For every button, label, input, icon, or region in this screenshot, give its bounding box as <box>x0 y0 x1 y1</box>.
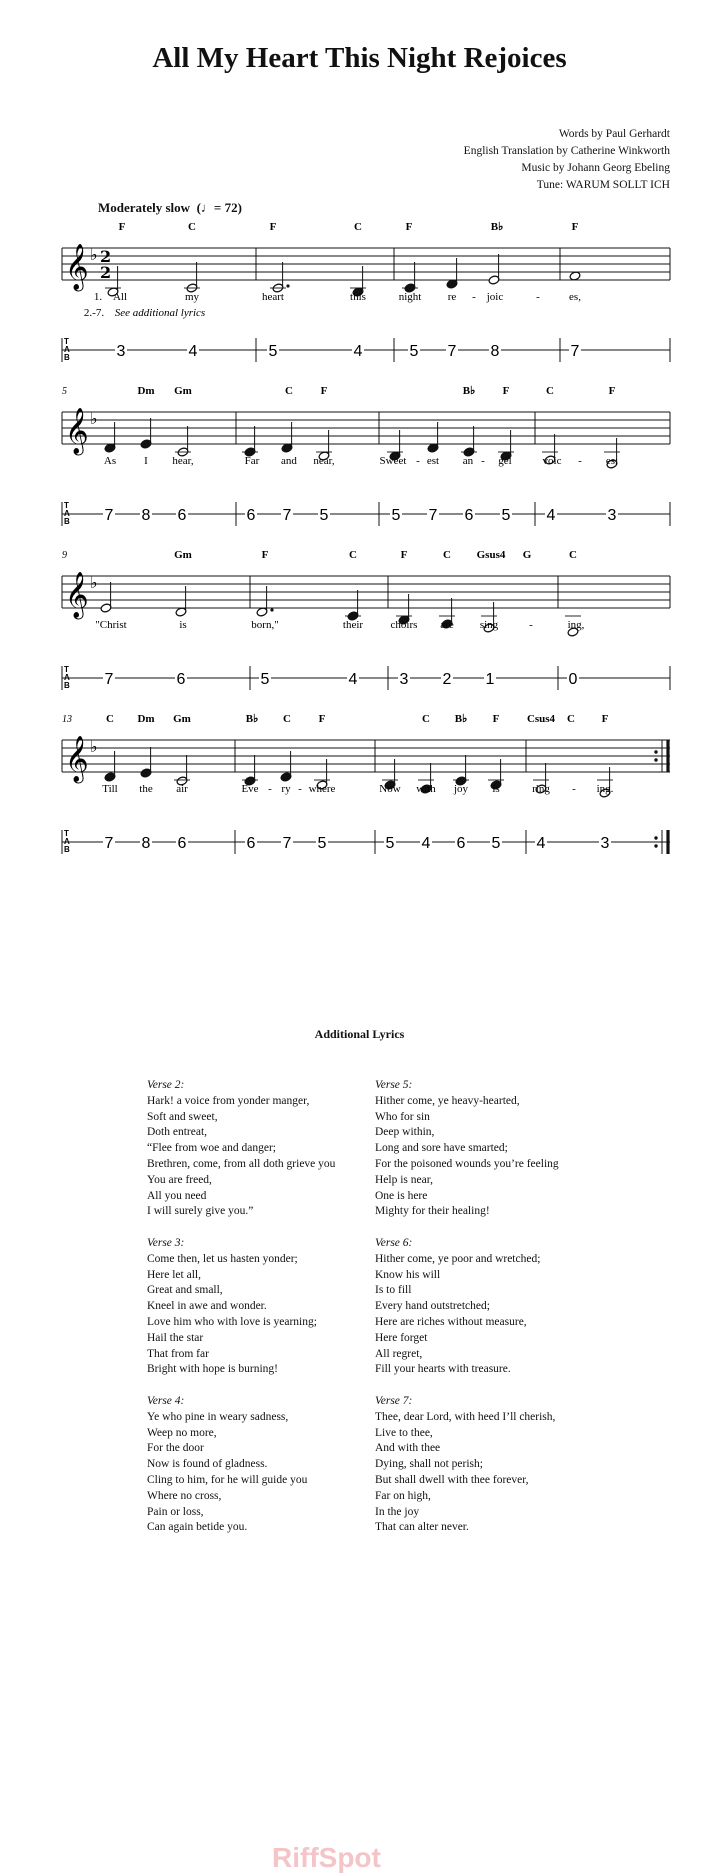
lyric-syllable: joy <box>453 783 469 795</box>
flat-key-signature-icon: ♭ <box>90 245 98 264</box>
chord-symbol: F <box>601 713 609 725</box>
verse-line: Brethren, come, from all doth grieve you <box>147 1157 336 1170</box>
verse-label: Verse 3: <box>147 1236 185 1249</box>
verse-label: Verse 7: <box>375 1394 413 1407</box>
lyric-syllable: with <box>416 783 436 795</box>
verse-line: That from far <box>147 1347 209 1360</box>
tab-label-letter: A <box>64 509 70 518</box>
verse-label: Verse 4: <box>147 1394 185 1407</box>
lyric-syllable: es; <box>605 455 619 467</box>
lyric-syllable: are <box>440 619 454 631</box>
chord-symbol: B♭ <box>490 221 504 233</box>
tab-label-letter: T <box>64 829 69 838</box>
measure-number: 5 <box>62 386 67 397</box>
repeat-dot <box>654 844 657 847</box>
lyric-syllable: gel <box>498 455 512 467</box>
quarter-note-icon: ♩ <box>200 200 214 215</box>
verse-line: Is to fill <box>375 1284 412 1297</box>
tab-fret-number: 7 <box>447 343 457 360</box>
chord-symbol: C <box>443 549 451 561</box>
verse-label: Verse 2: <box>147 1079 185 1091</box>
lyric-syllable: re <box>447 291 457 303</box>
chord-symbol: F <box>608 385 616 397</box>
tab-fret-number: 3 <box>116 343 126 360</box>
credit-words: Words by Paul Gerhardt <box>558 128 670 140</box>
riffspot-logo <box>272 1842 381 1874</box>
chord-symbol: B♭ <box>245 713 259 725</box>
lyric-syllable: ing. <box>596 783 614 795</box>
lyric-syllable: - <box>529 619 533 631</box>
lyric-syllable: Till <box>102 783 118 795</box>
verse-line: Here let all, <box>147 1268 201 1281</box>
tab-fret-number: 4 <box>348 671 358 688</box>
chord-symbol: C <box>285 385 293 397</box>
tab-fret-number: 8 <box>141 835 151 852</box>
tab-fret-number: 8 <box>490 343 500 360</box>
tab-label-letter: B <box>64 517 70 526</box>
verse-line: And with thee <box>375 1442 441 1455</box>
measure-number: 9 <box>62 550 67 561</box>
chord-symbol: Gm <box>173 713 191 725</box>
chord-symbol: F <box>318 713 326 725</box>
verse-line: You are freed, <box>147 1173 212 1186</box>
tab-fret-number: 6 <box>176 671 186 688</box>
tab-fret-number: 5 <box>268 343 278 360</box>
verse-line: Great and small, <box>147 1284 223 1297</box>
chord-symbol: C <box>283 713 291 725</box>
chord-symbol: F <box>261 549 269 561</box>
tab-fret-number: 5 <box>391 507 401 524</box>
lyric-syllable: ring <box>532 783 550 795</box>
lyric-syllable: the <box>139 783 153 795</box>
tab-fret-number: 0 <box>568 671 578 688</box>
tab-fret-number: 5 <box>501 507 511 524</box>
lyric-syllable: All <box>112 291 128 303</box>
verse-line: That can alter never. <box>375 1521 469 1534</box>
lyric-syllable: 1. <box>93 291 103 303</box>
chord-symbol: G <box>522 549 532 561</box>
verse-line: Long and sore have smarted; <box>375 1142 508 1155</box>
song-title: All My Heart This Night Rejoices <box>152 42 567 74</box>
verse-line: Know his will <box>375 1268 441 1281</box>
verses-left-column <box>147 1078 335 1536</box>
lyric-syllable: 2.-7. <box>83 307 105 319</box>
verse-line: Soft and sweet, <box>147 1110 218 1123</box>
chord-symbol: Dm <box>137 385 155 397</box>
tab-fret-number: 6 <box>246 507 256 524</box>
chord-symbol: F <box>400 549 408 561</box>
verse-line: I will surely give you.” <box>147 1205 254 1218</box>
tab-fret-number: 3 <box>600 835 610 852</box>
verse-line: Hither come, ye heavy-hearted, <box>375 1094 520 1107</box>
tab-fret-number: 4 <box>546 507 556 524</box>
tab-fret-number: 5 <box>317 835 327 852</box>
chord-symbol: C <box>567 713 575 725</box>
lyric-syllable: - <box>416 455 420 467</box>
chord-symbol: Csus4 <box>526 713 556 725</box>
verse-line: Cling to him, for he will guide you <box>147 1473 308 1486</box>
verse-line: All regret, <box>375 1347 423 1360</box>
verse-line: Help is near, <box>375 1173 433 1186</box>
credit-music: Music by Johann Georg Ebeling <box>521 162 670 174</box>
tab-fret-number: 2 <box>442 671 452 688</box>
chord-symbol: C <box>188 221 196 233</box>
tempo-text: Moderately slow <box>98 200 191 215</box>
tempo-marking: Moderately slow (♩= 72) <box>98 200 242 215</box>
tab-fret-number: 3 <box>607 507 617 524</box>
flat-key-signature-icon: ♭ <box>90 409 98 428</box>
chord-symbol: F <box>405 221 413 233</box>
tab-label-letter: T <box>64 337 69 346</box>
lyric-syllable: air <box>176 783 188 795</box>
tab-fret-number: 5 <box>409 343 419 360</box>
lyric-syllable: and <box>281 455 297 467</box>
additional-lyrics-heading: Additional Lyrics <box>314 1027 405 1041</box>
lyric-syllable: voic <box>542 455 562 467</box>
measure-number: 13 <box>62 714 72 725</box>
lyric-syllable: is <box>492 783 500 795</box>
lyric-syllable: joic <box>486 291 504 303</box>
verse-line: Kneel in awe and wonder. <box>147 1300 267 1313</box>
lyric-syllable: "Christ <box>95 619 127 631</box>
treble-clef-icon: 𝄞 <box>65 244 89 290</box>
tab-fret-number: 3 <box>399 671 409 688</box>
logo-text: RiffSpot <box>272 1842 381 1873</box>
verse-line: In the joy <box>375 1505 420 1518</box>
lyric-syllable: - <box>268 783 272 795</box>
chord-symbol: F <box>118 221 126 233</box>
verse-line: But shall dwell with thee forever, <box>375 1473 529 1486</box>
tab-fret-number: 1 <box>485 671 495 688</box>
chord-symbol: C <box>349 549 357 561</box>
verse-line: Love him who with love is yearning; <box>147 1315 317 1328</box>
chord-symbol: B♭ <box>454 713 468 725</box>
verse-line: Can again betide you. <box>147 1521 248 1534</box>
verse-line: Now is found of gladness. <box>147 1458 268 1471</box>
lyric-syllable: near, <box>313 455 335 467</box>
tab-fret-number: 8 <box>141 507 151 524</box>
tab-label-letter: A <box>64 345 70 354</box>
verse-line: Here are riches without measure, <box>375 1315 527 1328</box>
verse-line: Doth entreat, <box>147 1126 208 1139</box>
tab-label-letter: B <box>64 845 70 854</box>
tab-fret-number: 5 <box>385 835 395 852</box>
tab-label-letter: A <box>64 837 70 846</box>
chord-symbol: C <box>569 549 577 561</box>
chord-symbol: C <box>546 385 554 397</box>
chord-symbol: Dm <box>137 713 155 725</box>
lyric-syllable: As <box>103 455 117 467</box>
lyric-syllable: Far <box>244 455 260 467</box>
verse-line: One is here <box>375 1189 428 1202</box>
tab-fret-number: 4 <box>421 835 431 852</box>
verse-line: Weep no more, <box>147 1426 217 1439</box>
verse-line: Far on high, <box>375 1489 431 1502</box>
tab-fret-number: 4 <box>353 343 363 360</box>
lyric-syllable: my <box>184 291 200 303</box>
lyric-syllable: - <box>572 783 576 795</box>
lyric-syllable: this <box>350 291 366 303</box>
chord-symbol: F <box>502 385 510 397</box>
lyric-syllable: - <box>472 291 476 303</box>
tab-fret-number: 4 <box>536 835 546 852</box>
chord-symbol: F <box>269 221 277 233</box>
repeat-dot <box>654 836 657 839</box>
tab-fret-number: 7 <box>104 671 114 688</box>
lyric-syllable: choirs <box>390 619 418 631</box>
verse-line: For the poisoned wounds you’re feeling <box>375 1157 559 1170</box>
verse-label: Verse 6: <box>375 1236 413 1249</box>
lyric-syllable: - <box>536 291 540 303</box>
treble-clef-icon: 𝄞 <box>65 736 89 782</box>
lyric-syllable: Sweet <box>379 455 407 467</box>
lyric-syllable: hear, <box>172 455 194 467</box>
verse-line: Mighty for their healing! <box>375 1205 490 1218</box>
lyric-syllable: heart <box>262 291 284 303</box>
chord-symbol: F <box>571 221 579 233</box>
tab-fret-number: 7 <box>282 835 292 852</box>
flat-key-signature-icon: ♭ <box>90 737 98 756</box>
tab-fret-number: 6 <box>177 835 187 852</box>
tab-label-letter: A <box>64 673 70 682</box>
lyric-syllable: sing <box>479 619 499 631</box>
verse-line: For the door <box>147 1442 204 1455</box>
verse-line: All you need <box>147 1189 207 1202</box>
credit-translation: English Translation by Catherine Winkworth <box>463 145 670 157</box>
tab-label-letter: T <box>64 501 69 510</box>
chord-symbol: F <box>492 713 500 725</box>
tab-fret-number: 7 <box>570 343 580 360</box>
verse-line: Come then, let us hasten yonder; <box>147 1252 298 1265</box>
tab-label-letter: B <box>64 353 70 362</box>
lyric-syllable: - <box>481 455 485 467</box>
tab-fret-number: 7 <box>428 507 438 524</box>
lyric-syllable: night <box>398 291 422 303</box>
tab-label-letter: T <box>64 665 69 674</box>
tab-fret-number: 6 <box>456 835 466 852</box>
verse-line: Hark! a voice from yonder manger, <box>147 1094 310 1107</box>
tab-fret-number: 6 <box>177 507 187 524</box>
chord-symbol: C <box>354 221 362 233</box>
augmentation-dot <box>270 608 273 611</box>
lyric-syllable: Now <box>379 783 401 795</box>
repeat-dot <box>654 758 657 761</box>
verse-line: Pain or loss, <box>147 1505 204 1518</box>
tab-fret-number: 7 <box>104 835 114 852</box>
lyric-syllable: ry <box>281 783 291 795</box>
tab-fret-number: 5 <box>491 835 501 852</box>
verse-line: Fill your hearts with treasure. <box>375 1363 511 1376</box>
tab-label-letter: B <box>64 681 70 690</box>
chord-symbol: Gsus4 <box>476 549 506 561</box>
lyric-syllable: ing, <box>567 619 585 631</box>
lyric-syllable: es, <box>569 291 581 303</box>
chord-symbol: C <box>422 713 430 725</box>
verse-line: Where no cross, <box>147 1489 222 1502</box>
augmentation-dot <box>286 284 289 287</box>
tab-fret-number: 7 <box>282 507 292 524</box>
lyric-syllable: See additional lyrics <box>114 307 206 319</box>
lyric-syllable: their <box>342 619 364 631</box>
verse-line: Dying, shall not perish; <box>375 1458 483 1471</box>
verses-right-column <box>375 1078 559 1536</box>
lyric-syllable: est <box>426 455 440 467</box>
tab-fret-number: 7 <box>104 507 114 524</box>
tab-fret-number: 4 <box>188 343 198 360</box>
tab-fret-number: 5 <box>260 671 270 688</box>
verse-line: Thee, dear Lord, with heed I’ll cherish, <box>375 1410 556 1423</box>
time-signature-top: 2 <box>100 247 112 266</box>
verse-line: Deep within, <box>375 1126 435 1139</box>
credit-tune: Tune: WARUM SOLLT ICH <box>536 179 670 191</box>
lyric-syllable: - <box>298 783 302 795</box>
flat-key-signature-icon: ♭ <box>90 573 98 592</box>
lyric-syllable: I <box>144 455 148 467</box>
sheet-music-score <box>0 0 719 880</box>
lyric-syllable: is <box>179 619 187 631</box>
tab-fret-number: 6 <box>464 507 474 524</box>
chord-symbol: Gm <box>174 549 192 561</box>
chord-symbol: Gm <box>174 385 192 397</box>
verse-line: Who for sin <box>375 1110 430 1123</box>
verse-line: Hail the star <box>147 1331 204 1344</box>
verse-line: Hither come, ye poor and wretched; <box>375 1252 541 1265</box>
treble-clef-icon: 𝄞 <box>65 408 89 454</box>
repeat-dot <box>654 750 657 753</box>
verse-line: Every hand outstretched; <box>375 1300 490 1313</box>
lyric-syllable: - <box>578 455 582 467</box>
chord-symbol: F <box>320 385 328 397</box>
tempo-bpm: = 72 <box>213 200 238 215</box>
verse-line: Ye who pine in weary sadness, <box>147 1410 289 1423</box>
chord-symbol: B♭ <box>462 385 476 397</box>
verse-line: Live to thee, <box>375 1426 433 1439</box>
verse-label: Verse 5: <box>375 1079 413 1091</box>
tab-fret-number: 5 <box>319 507 329 524</box>
lyric-syllable: where <box>308 783 336 795</box>
verse-line: Bright with hope is burning! <box>147 1363 278 1376</box>
lyric-syllable: Eve <box>241 783 259 795</box>
chord-symbol: C <box>106 713 114 725</box>
verse-line: “Flee from woe and danger; <box>147 1142 277 1155</box>
lyric-syllable: born," <box>251 619 279 631</box>
treble-clef-icon: 𝄞 <box>65 572 89 618</box>
lyric-syllable: an <box>462 455 474 467</box>
time-signature-bottom: 2 <box>100 263 112 282</box>
verse-line: Here forget <box>375 1331 428 1344</box>
tab-fret-number: 6 <box>246 835 256 852</box>
